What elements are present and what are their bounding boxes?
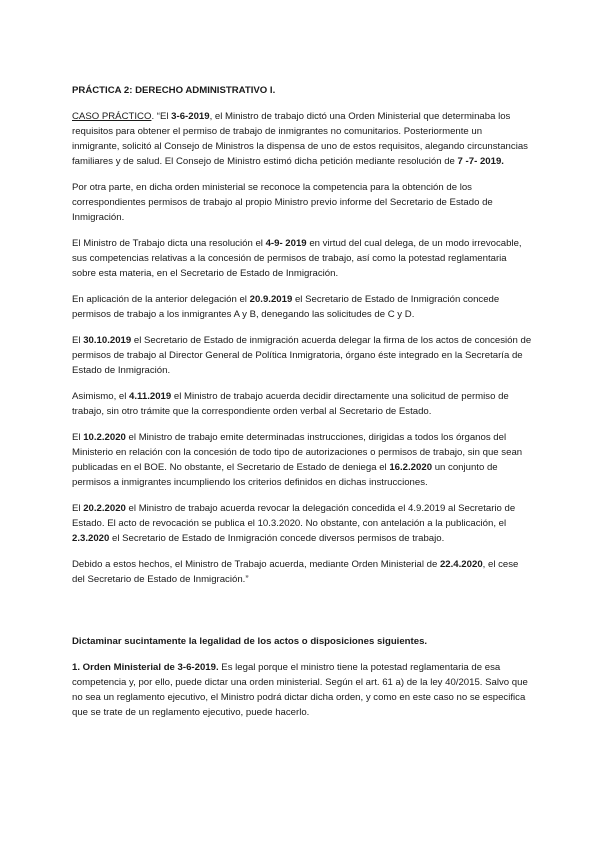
bold-text: 4-9- 2019	[265, 238, 307, 249]
text-run: , el cese del Secretario de Estado de Inmigración.”	[72, 559, 519, 585]
bold-text: 3-6-2019	[171, 111, 210, 122]
question-heading: Dictaminar sucintamente la legalidad de los actos o disposiciones siguientes.	[72, 636, 428, 647]
bold-text: 20.9.2019	[249, 294, 293, 305]
case-paragraphs	[72, 109, 532, 587]
document-title: PRÁCTICA 2: DERECHO ADMINISTRATIVO I.	[72, 85, 276, 96]
text-run: el Ministro de trabajo acuerda decidir directamente una solicitud de permiso de trabajo, sin otro trámite que la correspondiente orden verbal al Secretario de Estado.	[72, 391, 509, 417]
text-run: Debido a estos hechos, el Ministro de Trabajo acuerda, mediante Orden Ministerial de	[72, 559, 440, 570]
text-run: En aplicación de la anterior delegación el	[72, 294, 250, 305]
bold-text: 20.2.2020	[83, 503, 126, 514]
text-run: el Secretario de Estado de Inmigración concede diversos permisos de trabajo.	[109, 533, 445, 544]
text-run: en virtud del cual delega, de un modo irrevocable, sus competencias relativas a la concesión de permisos de trabajo, así como la potestad reglamentaria sobre esta materia, en el Secretario de Estado de Inmigración.	[72, 238, 522, 279]
bold-text: 10.2.2020	[83, 432, 126, 443]
answers	[72, 660, 532, 720]
bold-text: 22.4.2020	[439, 559, 483, 570]
bold-text: 1. Orden Ministerial de 3-6-2019.	[72, 662, 219, 673]
text-run: El	[72, 335, 84, 346]
case-paragraph-1	[72, 109, 532, 169]
text-run: Por otra parte, en dicha orden ministerial se reconoce la competencia para la obtención de los correspondientes permisos de trabajo al propio Ministro previo informe del Secretario de Estado de Inmigración.	[72, 182, 493, 223]
text-run: el Secretario de Estado de inmigración acuerda delegar la firma de los actos de concesión de permisos de trabajo al Director General de Política Inmigratoria, órgano éste integrado en la Secretaría de Estado de Inmigración.	[72, 335, 532, 376]
section-spacer	[72, 598, 532, 634]
case-paragraph-7	[72, 430, 532, 490]
case-paragraph-9	[72, 557, 532, 587]
text-run: . “El	[151, 111, 172, 122]
case-paragraph-4	[72, 292, 532, 322]
bold-text: 7 -7- 2019.	[457, 156, 504, 167]
bold-text: 4.11.2019	[129, 391, 172, 402]
text-run: el Ministro de trabajo emite determinadas instrucciones, dirigidas a todos los órganos del Ministerio en relación con la concesión de todo tipo de autorizaciones o permisos de trabajo, sin que sean publicadas en el BOE. No obstante, el Secretario de Estado de deniega el	[72, 432, 523, 473]
case-paragraph-8	[72, 501, 532, 546]
answer-paragraph-1	[72, 660, 532, 720]
text-run: El	[72, 432, 84, 443]
case-paragraph-5	[72, 333, 532, 378]
case-paragraph-6	[72, 389, 532, 419]
text-run: El	[72, 503, 84, 514]
text-run: el Ministro de trabajo acuerda revocar la delegación concedida el 4.9.2019 al Secretario de Estado. El acto de revocación se publica el 10.3.2020. No obstante, con antelación a la publicación, el	[72, 503, 516, 529]
text-run: El Ministro de Trabajo dicta una resolución el	[72, 238, 266, 249]
text-run: Es legal porque el ministro tiene la potestad reglamentaria de esa competencia y, por ello, puede dictar una orden ministerial. Según el art. 61 a) de la ley 40/2015. Salvo que no sea un reglamento ejecutivo, el Ministro podrá dictar dicha orden, y como en este caso no se especifica que se trate de un reglamento ejecutivo, puede hacerlo.	[72, 662, 528, 718]
case-paragraph-2	[72, 180, 532, 225]
document-page	[72, 83, 532, 731]
case-label: CASO PRÁCTICO	[72, 111, 152, 122]
bold-text: 16.2.2020	[389, 462, 433, 473]
text-run: un conjunto de permisos a inmigrantes incumpliendo los criterios definidos en dichas instrucciones.	[72, 462, 498, 488]
text-run: , el Ministro de trabajo dictó una Orden Ministerial que determinaba los requisitos para obtener el permiso de trabajo de inmigrantes no comunitarios. Posteriormente un inmigrante, solicitó al Consejo de Ministros la dispensa de uno de estos requisitos, alegando circunstancias familiares y de salud. El Consejo de Ministro estimó dicha petición mediante resolución de	[72, 111, 528, 167]
case-paragraph-3	[72, 236, 532, 281]
bold-text: 30.10.2019	[83, 335, 132, 346]
text-run: Asimismo, el	[72, 391, 130, 402]
bold-text: 2.3.2020	[72, 533, 110, 544]
text-run: el Secretario de Estado de Inmigración concede permisos de trabajo a los inmigrantes A y B, denegando las solicitudes de C y D.	[72, 294, 500, 320]
